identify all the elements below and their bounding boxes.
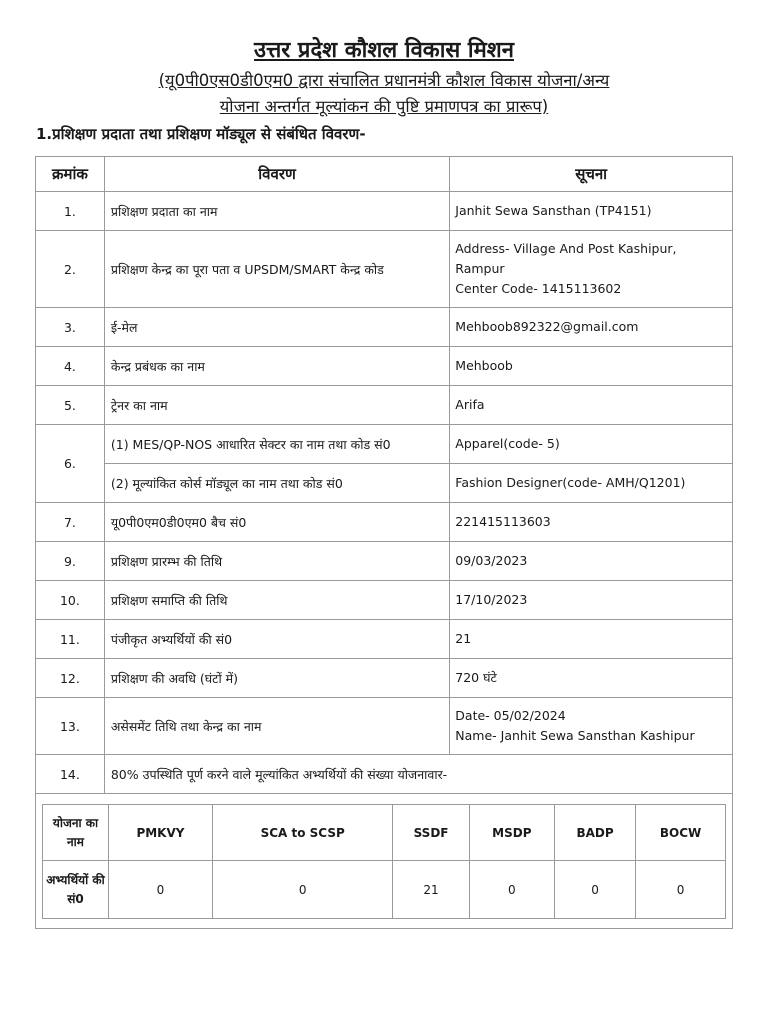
document-subtitle-line1: (यू0पी0एस0डी0एम0 द्वारा संचालित प्रधानमंत्री कौशल विकास योजना/अन्य [158, 71, 610, 90]
scheme-name: SCA to SCSP [212, 805, 393, 861]
scheme-table [42, 804, 726, 919]
row-info: 221415113603 [450, 503, 733, 542]
row-description: प्रशिक्षण प्रदाता का नाम [104, 192, 449, 231]
row-description: ट्रेनर का नाम [104, 386, 449, 425]
row-number: 6. [36, 425, 105, 503]
table-row [36, 698, 733, 755]
scheme-count: 0 [212, 861, 393, 919]
scheme-table-container [36, 794, 733, 929]
table-header-row [36, 157, 733, 192]
row-info [450, 698, 733, 755]
count-label: अभ्यर्थियों की सं0 [43, 861, 109, 919]
row-number: 9. [36, 542, 105, 581]
table-row [36, 425, 733, 464]
row-number: 1. [36, 192, 105, 231]
table-row [36, 192, 733, 231]
row-number: 11. [36, 620, 105, 659]
address-line: Rampur [455, 261, 505, 276]
table-row [36, 542, 733, 581]
table-row [36, 503, 733, 542]
header-info: सूचना [450, 157, 733, 192]
row-number: 3. [36, 308, 105, 347]
table-row [36, 659, 733, 698]
assessment-center-name: Name- Janhit Sewa Sansthan Kashipur [455, 728, 695, 743]
scheme-count: 21 [393, 861, 469, 919]
table-row [36, 347, 733, 386]
row-info: Mehboob [450, 347, 733, 386]
table-row [36, 464, 733, 503]
row-info: Arifa [450, 386, 733, 425]
scheme-count: 0 [636, 861, 726, 919]
row-info [450, 231, 733, 308]
scheme-count-row [43, 861, 726, 919]
scheme-count: 0 [555, 861, 636, 919]
assessment-date: Date- 05/02/2024 [455, 708, 566, 723]
row-description: ई-मेल [104, 308, 449, 347]
scheme-count: 0 [109, 861, 213, 919]
row-description: प्रशिक्षण की अवधि (घंटों में) [104, 659, 449, 698]
row-number: 4. [36, 347, 105, 386]
row-number: 10. [36, 581, 105, 620]
row-description: केन्द्र प्रबंधक का नाम [104, 347, 449, 386]
row-number: 13. [36, 698, 105, 755]
address-line: Address- Village And Post Kashipur, [455, 241, 677, 256]
scheme-count: 0 [469, 861, 555, 919]
table-row [36, 308, 733, 347]
document-title: उत्तर प्रदेश कौशल विकास मिशन [254, 38, 514, 63]
row-description: यू0पी0एम0डी0एम0 बैच सं0 [104, 503, 449, 542]
row-info: 720 घंटे [450, 659, 733, 698]
row-info: 17/10/2023 [450, 581, 733, 620]
row-number: 12. [36, 659, 105, 698]
row-info: Apparel(code- 5) [450, 425, 733, 464]
document-subtitle-line2: योजना अन्तर्गत मूल्यांकन की पुष्टि प्रमाणपत्र का प्रारूप) [219, 97, 549, 116]
row-info: Fashion Designer(code- AMH/Q1201) [450, 464, 733, 503]
row-number: 2. [36, 231, 105, 308]
row-description: पंजीकृत अभ्यर्थियों की सं0 [104, 620, 449, 659]
header-desc: विवरण [104, 157, 449, 192]
header-no: क्रमांक [36, 157, 105, 192]
table-row [36, 231, 733, 308]
table-row [36, 755, 733, 794]
scheme-name: PMKVY [109, 805, 213, 861]
row-description: (2) मूल्यांकित कोर्स मॉड्यूल का नाम तथा कोड सं0 [104, 464, 449, 503]
row-info: 09/03/2023 [450, 542, 733, 581]
row-number: 14. [36, 755, 105, 794]
center-code: Center Code- 1415113602 [455, 281, 622, 296]
row-description: 80% उपस्थिति पूर्ण करने वाले मूल्यांकित अभ्यर्थियों की संख्या योजनावार- [104, 755, 732, 794]
row-description: प्रशिक्षण केन्द्र का पूरा पता व UPSDM/SMART केन्द्र कोड [104, 231, 449, 308]
scheme-table-row [36, 794, 733, 929]
row-description: (1) MES/QP-NOS आधारित सेक्टर का नाम तथा कोड सं0 [104, 425, 449, 464]
scheme-name: BADP [555, 805, 636, 861]
section-title: 1.प्रशिक्षण प्रदाता तथा प्रशिक्षण मॉड्यूल से संबंधित विवरण- [36, 125, 366, 143]
scheme-name: MSDP [469, 805, 555, 861]
scheme-label: योजना का नाम [43, 805, 109, 861]
scheme-name: BOCW [636, 805, 726, 861]
table-row [36, 581, 733, 620]
row-description: प्रशिक्षण प्रारम्भ की तिथि [104, 542, 449, 581]
scheme-header-row [43, 805, 726, 861]
row-description: असेसमेंट तिथि तथा केन्द्र का नाम [104, 698, 449, 755]
table-row [36, 620, 733, 659]
row-info: 21 [450, 620, 733, 659]
row-info: Janhit Sewa Sansthan (TP4151) [450, 192, 733, 231]
row-description: प्रशिक्षण समाप्ति की तिथि [104, 581, 449, 620]
row-number: 7. [36, 503, 105, 542]
details-table [35, 156, 733, 929]
row-number: 5. [36, 386, 105, 425]
email-value: Mehboob892322@gmail.com [450, 308, 733, 347]
table-row [36, 386, 733, 425]
scheme-name: SSDF [393, 805, 469, 861]
